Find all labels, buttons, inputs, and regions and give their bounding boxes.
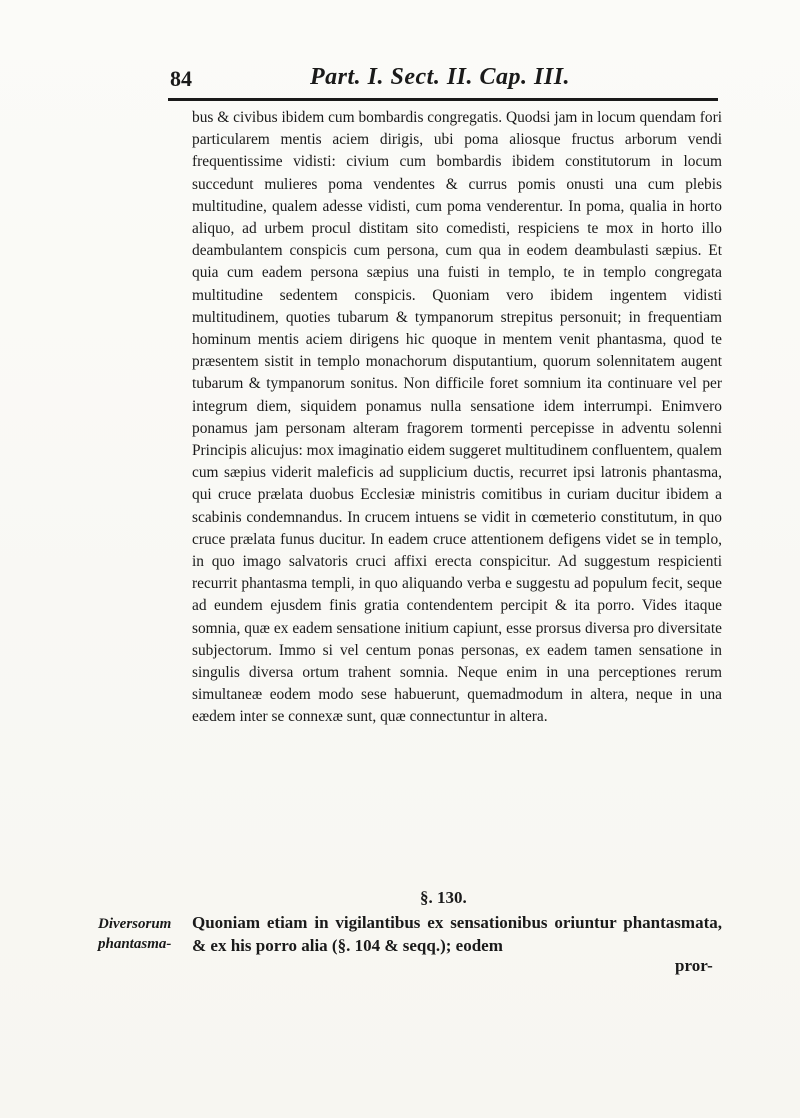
header-rule xyxy=(168,98,718,101)
section-paragraph: Quoniam etiam in vigilantibus ex sensationibus oriuntur phantasmata, & ex his porro alia (§. 104 & seqq.); eodem xyxy=(192,913,722,955)
body-paragraph: bus & civibus ibidem cum bombardis congregatis. Quodsi jam in locum quendam fori particularem mentis aciem dirigis, ubi poma aliosque fructus arborum vendi frequentissime vidisti: civium cum bombardis ibidem constitutorum in locum succedunt mulieres poma vendentes & currus pomis onusti una cum plebis multitudine, qualem adesse vidisti, cum poma venderentur. In poma, qualia in horto aliquo, ad urbem procul distitam sito comedisti, respiciens te mox in horto illo deambulantem conspicis cum persona, cum qua in eodem deambulasti sæpius. Et quia cum eadem persona sæpius una fuisti in templo, te in templo congregata multitudine sedentem conspicis. Quoniam vero ibidem ingentem vidisti multitudinem, quoties tubarum & tympanorum strepitus personuit; in frequentiam hominum mentis aciem dirigens hic quoque in mentem venit phantasma, quod te præsentem sistit in templo monachorum disputantium, quorum solennitatem augent tubarum & tympanorum sonitus. Non difficile foret somnium ita continuare vel per integrum diem, siquidem ponamus nulla sensatione idem interrumpi. Enimvero ponamus jam personam alteram fragorem tormenti percepisse in adventu solenni Principis alicujus: mox imaginatio eidem suggeret multitudinem confluentem, qualem cum sæpius viderit maleficis ad supplicium ductis, recurret ipsi latronis phantasma, qui cruce prælata duobus Ecclesiæ ministris comitibus in curiam ducitur ibidem a scabinis condemnandus. In crucem intuens se vidit in cœmeterio constitutum, in quo cruce prælata funus ducitur. In eadem cruce attentionem defigens videt se in templo, in quo imago salvatoris cruci affixi erecta conspicitur. Ad suggestum respicienti recurrit phantasma templi, in quo aliquando verba e suggestu ad populum fecit, seque ad eundem ejusdem finis gratia contendentem percipit & ita porro. Vides itaque somnia, quæ ex eadem sensatione initium capiunt, esse prorsus diversa pro diversitate subjectorum. Immo si vel centum ponas personas, ex eadem tamen sensatione in singulis diversa ortum trahent somnia. Neque enim in una perceptiones rerum simultaneæ eodem modo sese habuerunt, quemadmodum in altera, neque in una eædem inter se connexæ sunt, quæ connectuntur in altera. xyxy=(192,109,722,726)
margin-note: Diversorum phantasma- xyxy=(98,916,172,952)
running-head xyxy=(0,56,800,96)
running-title: Part. I. Sect. II. Cap. III. xyxy=(310,64,571,90)
section-number: §. 130. xyxy=(420,888,467,907)
page-number: 84 xyxy=(170,66,192,91)
catchword: pror- xyxy=(675,956,713,975)
